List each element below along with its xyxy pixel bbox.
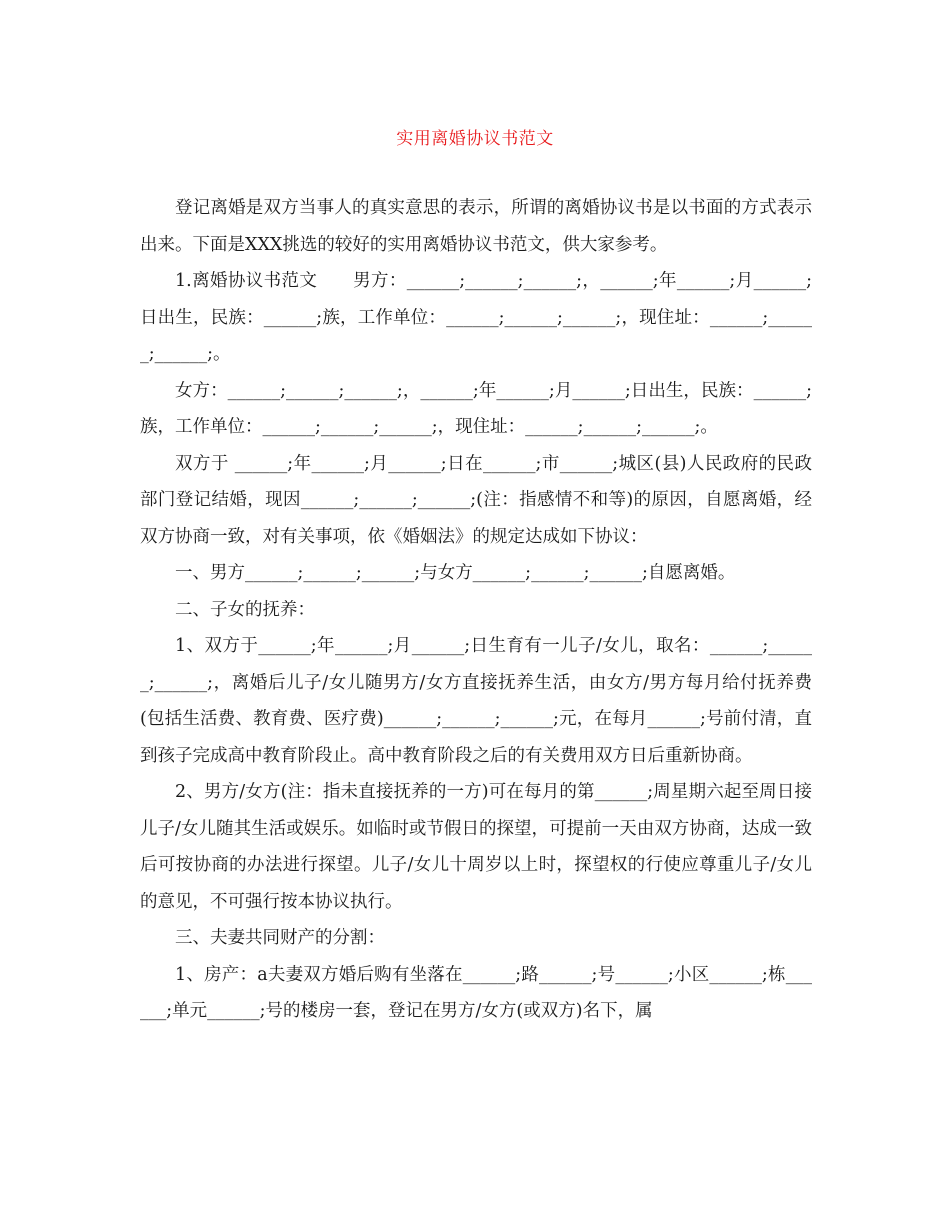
clause-2-2-visitation: 2、男方/女方(注：指未直接抚养的一方)可在每月的第______;周星期六起至周日接儿子/女儿随其生活或娱乐。如临时或节假日的探望，可提前一天由双方协商，达成一致后可按协商的办法进行探望。儿子/女儿十周岁以上时，探望权的行使应尊重儿子/女儿的意见，不可强行按本协议执行。: [140, 782, 812, 912]
male-party-paragraph: 1.离婚协议书范文 男方：______;______;______;，______;年______;月______;日出生，民族：______;族，工作单位：______;______;______;，现住址：______;______;______;。: [140, 271, 812, 364]
document-body: [140, 190, 812, 1030]
clause-2-1-custody: 1、双方于______;年______;月______;日生育有一儿子/女儿，取名：______;______;______;，离婚后儿子/女儿随男方/女方直接抚养生活，由女方/男方每月给付抚养费(包括生活费、教育费、医疗费)______;______;______;元，在每月______;号前付清，直到孩子完成高中教育阶段止。高中教育阶段之后的有关费用双方日后重新协商。: [140, 636, 812, 766]
clause-3-1-property: 1、房产：a夫妻双方婚后购有坐落在______;路______;号______;小区______;栋______;单元______;号的楼房一套，登记在男方/女方(或双方)名下，属: [140, 964, 812, 1021]
clause-1-divorce: 一、男方______;______;______;与女方______;______;______;自愿离婚。: [175, 563, 736, 583]
marriage-registration-paragraph: 双方于 ______;年______;月______;日在______;市______;城区(县)人民政府的民政部门登记结婚，现因______;______;______;(注：指感情不和等)的原因，自愿离婚，经双方协商一致，对有关事项，依《婚姻法》的规定达成如下协议：: [140, 453, 812, 547]
intro-paragraph: 登记离婚是双方当事人的真实意思的表示，所谓的离婚协议书是以书面的方式表示出来。下面是XXX挑选的较好的实用离婚协议书范文，供大家参考。: [140, 198, 812, 255]
female-party-paragraph: 女方：______;______;______;，______;年______;月______;日出生，民族：______;族，工作单位：______;______;______;，现住址：______;______;______;。: [140, 380, 812, 437]
clause-2-heading: 二、子女的抚养：: [175, 599, 315, 620]
document-title: 实用离婚协议书范文: [396, 129, 554, 149]
clause-3-heading: 三、夫妻共同财产的分割：: [175, 928, 385, 948]
